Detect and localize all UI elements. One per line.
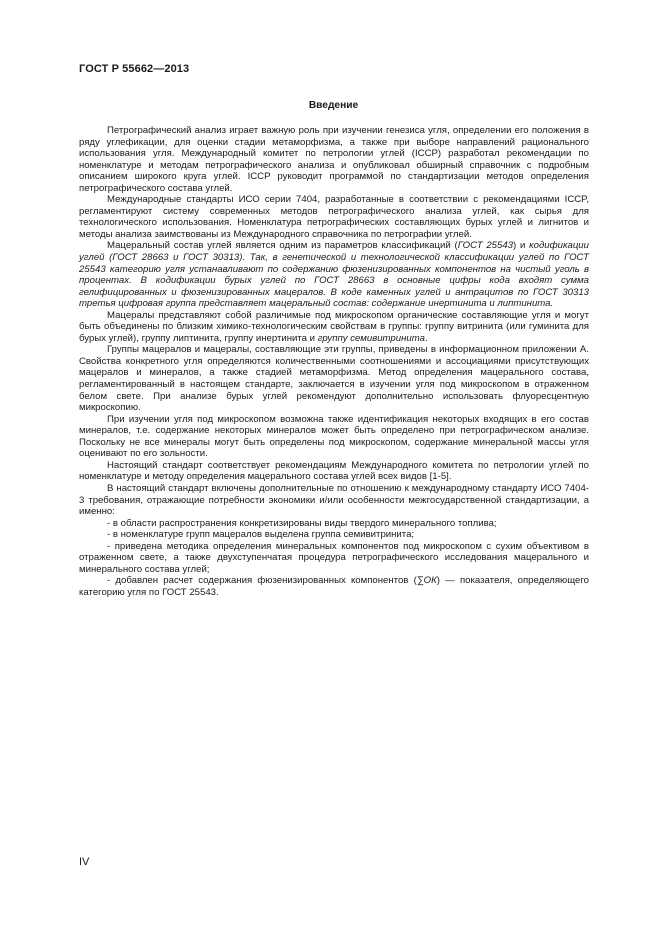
paragraph-4 (79, 310, 589, 345)
paragraph-7: Настоящий стандарт соответствует рекомендациям Международного комитета по петрологии углей по номенклатуре и методу определения мацерального состава углей всех видов [1-5]. (79, 459, 589, 483)
paragraph-4-part-b: группу семивитринита (317, 332, 425, 344)
list-item-1: - в области распространения конкретизированы виды твердого минерального топлива; (107, 517, 497, 529)
document-header: ГОСТ Р 55662—2013 (79, 63, 190, 75)
paragraph-4-part-a: Мацералы представляют собой различимые под микроскопом органические составляющие угля и могут быть объединены по близким химико-технологическим свойствам в группы: группу витринита (или гуминита для бурых углей), группу липтинита, группу инертинита и (79, 309, 589, 344)
paragraph-3-part-d: кодификации углей (ГОСТ 28663 и ГОСТ 30313). Так, в генетической и технологической классификации углей по ГОСТ 25543 категорию угля устанавливают по содержанию фюзенизированных компонентов на чистый уголь в процентах. В кодификации бурых углей по ГОСТ 28663 в основные цифры кода входят сумма гелифицированных и фюзенизированных мацералов. В коде каменных углей и антрацитов по ГОСТ 30313 третья цифровая группа представляет мацеральный состав: содержание инертинита и липтинита. (79, 240, 589, 310)
paragraph-2: Международные стандарты ИСО серии 7404, разработанные в соответствии с рекомендациями ICCP, регламентируют систему современных методов петрографического анализа углей, как сырья для технологического использования. Номенклатура петрографических составляющих бурых углей и лигнитов и методы анализа заимствованы из Международного справочника по петрографии углей. (79, 194, 589, 240)
section-title: Введение (308, 100, 359, 111)
paragraph-1: Петрографический анализ играет важную роль при изучении генезиса угля, определении его положения в ряду углефикации, для оценки стадии метаморфизма, а также при выборе направлений рационального использования угля. Международный комитет по петрологии углей (ICCP) разработал рекомендации по номенклатуре и методам петрографического анализа и опубликовал обширный справочник с подробным описанием широкого круга углей. ICCP руководит программой по стандартизации методов определения петрографического состава углей. (79, 125, 589, 194)
list-item-4-formula: ∑ОК (416, 575, 437, 587)
paragraph-6: При изучении угля под микроскопом возможна также идентификация некоторых входящих в его состав минералов, т.е. содержание некоторых минералов может быть определено при петрографическом анализе. Поскольку не все минералы могут быть определены под микроскопом, содержание минеральной массы угля оценивают по его зольности. (79, 413, 589, 460)
paragraph-8: В настоящий стандарт включены дополнительные по отношению к международному стандарту ИСО 7404-3 требования, отражающие потребности экономики и/или особенности межгосударственной стандартизации, а именно: (79, 482, 589, 518)
paragraph-3 (79, 240, 589, 309)
list-item-4-part-c: ) — показателя, определяющего категорию угля по ГОСТ 25543. (79, 575, 589, 598)
list-item-3: - приведена методика определения минеральных компонентов под микроскопом с сухим объективом в отраженном свете, а также двухступенчатая процедура петрографического исследования мацерального и минерального состава углей; (79, 540, 589, 575)
paragraph-5: Группы мацералов и мацералы, составляющие эти группы, приведены в информационном приложении А. Свойства конкретного угля определяются количественными соотношениями и ассоциациями присутствующих мацералов и минералов, а также стадией метаморфизма. Метод определения мацерального состава, регламентированный в настоящем стандарте, заключается в изучении угля под микроскопом в отраженном белом свете. При анализе бурых углей рекомендуют дополнительно использовать флуоресцентную микроскопию. (79, 344, 589, 414)
section-body (79, 125, 589, 598)
paragraph-4-part-c: . (424, 332, 428, 344)
page-number: IV (79, 856, 90, 868)
paragraph-3-part-a: Мацеральный состав углей является одним из параметров классификаций ( (107, 240, 458, 252)
list-item-4 (79, 575, 589, 598)
list-item-4-part-a: - добавлен расчет содержания фюзенизированных компонентов ( (107, 575, 417, 587)
list-item-2: - в номенклатуре групп мацералов выделена группа семивитринита; (107, 529, 415, 541)
paragraph-3-part-b: ГОСТ 25543 (457, 240, 513, 252)
paragraph-3-part-c: ) и (513, 240, 530, 252)
